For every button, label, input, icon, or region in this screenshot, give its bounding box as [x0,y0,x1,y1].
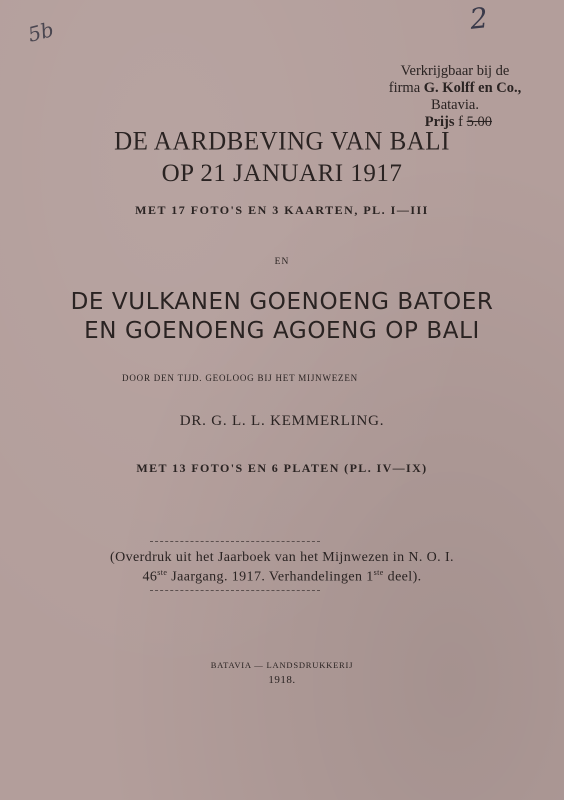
stamp-firm-name: G. Kolff en Co., [423,80,522,96]
conjunction: EN [274,257,290,267]
handwritten-mark: 5b [25,17,57,47]
title-line-2: OP 21 JANUARI 1917 [161,160,403,187]
printer-imprint: BATAVIA — LANDSDRUKKERIJ [210,660,354,670]
stamp-line-2 [360,80,550,97]
stamp-firma: firma [388,80,421,96]
reprint-line-1: (Overdruk uit het Jaarboek van het Mijnwezen in N. O. I. [110,550,454,565]
reprint-sup-2: ste [373,568,384,577]
handwritten-number: 2 [468,1,490,36]
reprint-volume: 46 [142,569,158,585]
author-name: DR. G. L. L. KEMMERLING. [179,413,385,429]
price-currency: f [458,114,463,130]
reprint-line-2 [0,568,564,586]
second-title-line-1: DE VULKANEN GOENOENG BATOER [70,289,494,315]
title-subtitle: MET 17 FOTO'S EN 3 KAARTEN, PL. I—III [135,203,429,217]
byline: DOOR DEN TIJD. GEOLOOG BIJ HET MIJNWEZEN [122,373,358,383]
reprint-sup-1: ste [157,568,168,577]
title-line-1: DE AARDBEVING VAN BALI [114,127,450,156]
second-title-line-2: EN GOENOENG AGOENG OP BALI [84,318,480,344]
top-divider [150,541,320,542]
seller-stamp [360,63,550,131]
price-value: 5.00 [466,114,492,130]
reprint-part: deel). [383,569,422,585]
reprint-year: Jaargang. 1917. Verhandelingen 1 [167,569,374,585]
stamp-line-1: Verkrijgbaar bij de [400,63,510,79]
price-label: Prijs [424,114,455,130]
stamp-line-3: Batavia. [431,97,479,113]
second-subtitle: MET 13 FOTO'S EN 6 PLATEN (PL. IV—IX) [136,461,428,475]
imprint-year: 1918. [268,674,296,686]
bottom-divider [150,590,320,591]
